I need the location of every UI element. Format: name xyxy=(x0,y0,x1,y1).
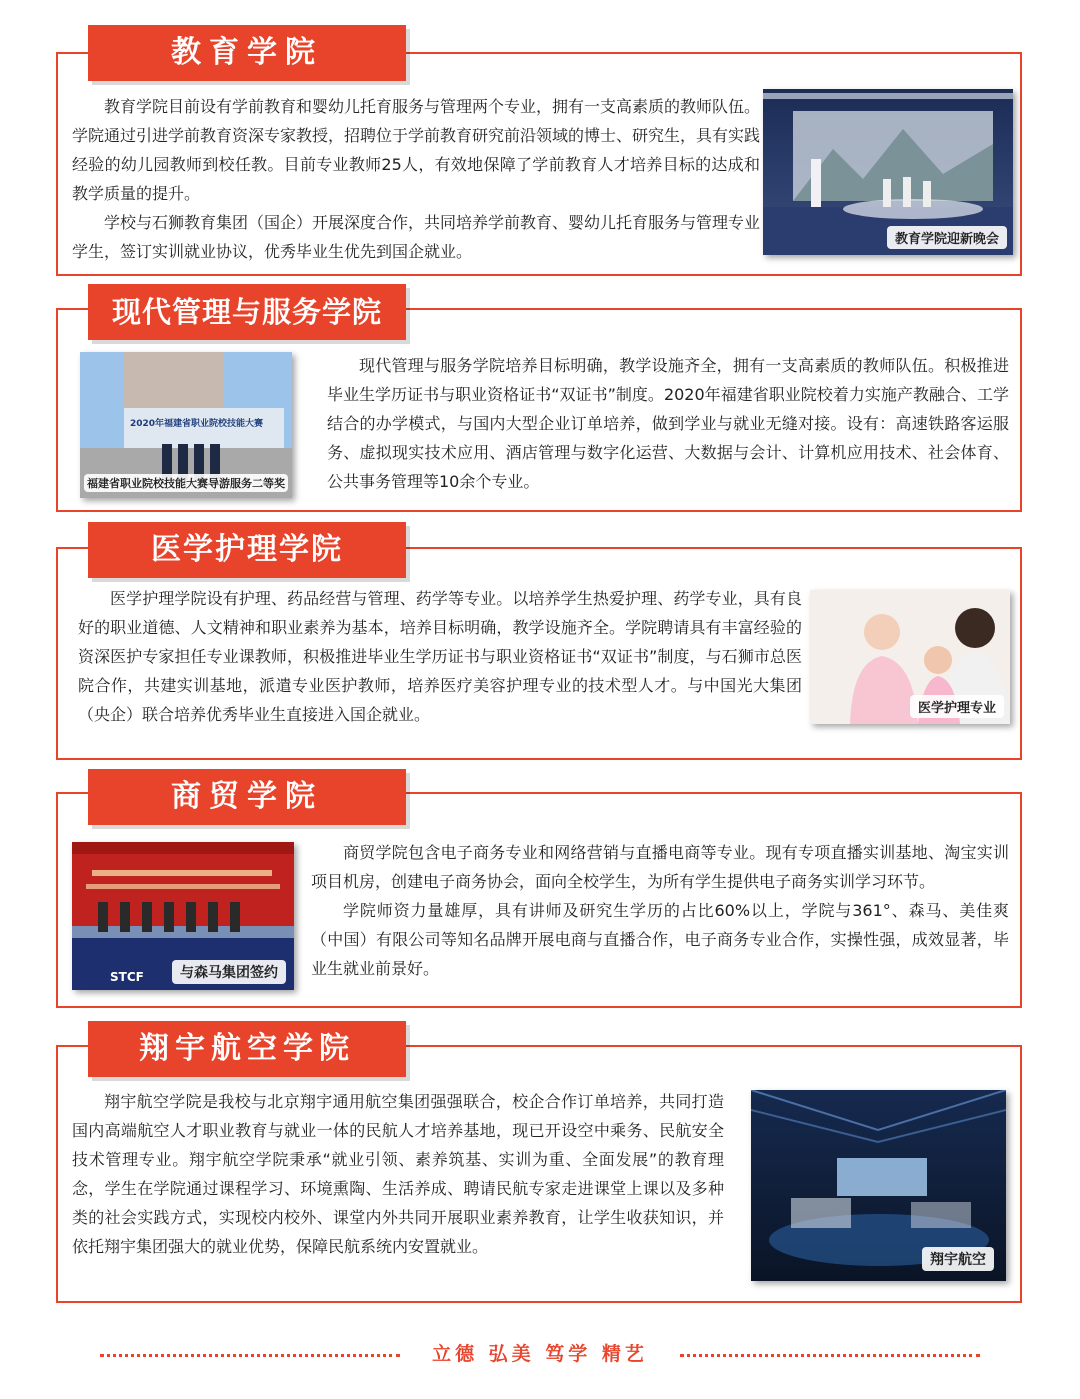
footer-dotted-line-left xyxy=(100,1354,400,1357)
section-title-education: 教育学院 xyxy=(88,25,406,81)
photo-skills-contest xyxy=(80,352,292,498)
photo-education-gala xyxy=(763,89,1013,255)
section-title-management: 现代管理与服务学院 xyxy=(88,284,406,340)
section-aviation-text xyxy=(72,1087,724,1261)
paragraph: 医学护理学院设有护理、药品经营与管理、药学等专业。以培养学生热爱护理、药学专业，具有良好的职业道德、人文精神和职业素养为基本，培养目标明确，教学设施齐全。学院聘请具有丰富经验的资深医护专家担任专业课教师，积极推进毕业生学历证书与职业资格证书“双证书”制度，与石狮市总医院合作，共建实训基地，派遣专业医护教师，培养医疗美容护理专业的技术型人才。与中国光大集团（央企）联合培养优秀毕业生直接进入国企就业。 xyxy=(78,589,802,724)
photo-caption: 教育学院迎新晚会 xyxy=(887,226,1007,249)
section-title-nursing: 医学护理学院 xyxy=(88,522,406,578)
paragraph: 商贸学院包含电子商务专业和网络营销与直播电商等专业。现有专项直播实训基地、淘宝实训项目机房，创建电子商务协会，面向全校学生，为所有学生提供电子商务实训学习环节。 xyxy=(311,843,1009,891)
photo-caption: 福建省职业院校技能大赛导游服务二等奖 xyxy=(84,474,288,492)
paragraph: 现代管理与服务学院培养目标明确，教学设施齐全，拥有一支高素质的教师队伍。积极推进毕业生学历证书与职业资格证书“双证书”制度。2020年福建省职业院校着力实施产教融合、工学结合的办学模式，与国内大型企业订单培养，做到学业与就业无缝对接。设有：高速铁路客运服务、虚拟现实技术应用、酒店管理与数字化运营、大数据与会计、计算机应用技术、社会体育、公共事务管理等10余个专业。 xyxy=(327,356,1009,491)
stcf-logo: STCF xyxy=(110,970,144,984)
paragraph: 教育学院目前设有学前教育和婴幼儿托育服务与管理两个专业，拥有一支高素质的教师队伍。学院通过引进学前教育资深专家教授，招聘位于学前教育研究前沿领域的博士、研究生，具有实践经验的幼儿园教师到校任教。目前专业教师25人，有效地保障了学前教育人才培养目标的达成和教学质量的提升。 xyxy=(72,97,761,203)
photo-caption: 医学护理专业 xyxy=(910,695,1004,718)
footer-dotted-line-right xyxy=(680,1354,980,1357)
section-title-commerce: 商贸学院 xyxy=(88,769,406,825)
section-commerce-text xyxy=(311,838,1009,983)
photo-aviation xyxy=(751,1090,1006,1281)
section-nursing-text xyxy=(78,584,802,729)
section-title-aviation: 翔宇航空学院 xyxy=(88,1021,406,1077)
paragraph: 翔宇航空学院是我校与北京翔宇通用航空集团强强联合，校企合作订单培养，共同打造国内高端航空人才职业教育与就业一体的民航人才培养基地，现已开设空中乘务、民航安全技术管理专业。翔宇航空学院秉承“就业引领、素养筑基、实训为重、全面发展”的教育理念，学生在学院通过课程学习、环境熏陶、生活养成、聘请民航专家走进课堂上课以及多种类的社会实践方式，实现校内校外、课堂内外共同开展职业素养教育，让学生收获知识，并依托翔宇集团强大的就业优势，保障民航系统内安置就业。 xyxy=(72,1092,724,1256)
section-education-text xyxy=(72,92,760,266)
photo-semir-signing xyxy=(72,842,294,990)
photo-caption: 与森马集团签约 xyxy=(172,960,286,984)
photo-banner-text: 2020年福建省职业院校技能大赛 xyxy=(130,419,264,429)
photo-nursing xyxy=(810,590,1010,724)
section-management-text xyxy=(327,351,1009,496)
paragraph: 学院师资力量雄厚，具有讲师及研究生学历的占比60%以上，学院与361°、森马、美佳爽（中国）有限公司等知名品牌开展电商与直播合作，电子商务专业合作，实操性强，成效显著，毕业生就业前景好。 xyxy=(311,901,1009,978)
photo-caption: 翔宇航空 xyxy=(922,1247,994,1271)
paragraph: 学校与石狮教育集团（国企）开展深度合作，共同培养学前教育、婴幼儿托育服务与管理专业学生，签订实训就业协议，优秀毕业生优先到国企就业。 xyxy=(72,213,761,261)
footer-motto: 立德 弘美 笃学 精艺 xyxy=(432,1343,648,1365)
